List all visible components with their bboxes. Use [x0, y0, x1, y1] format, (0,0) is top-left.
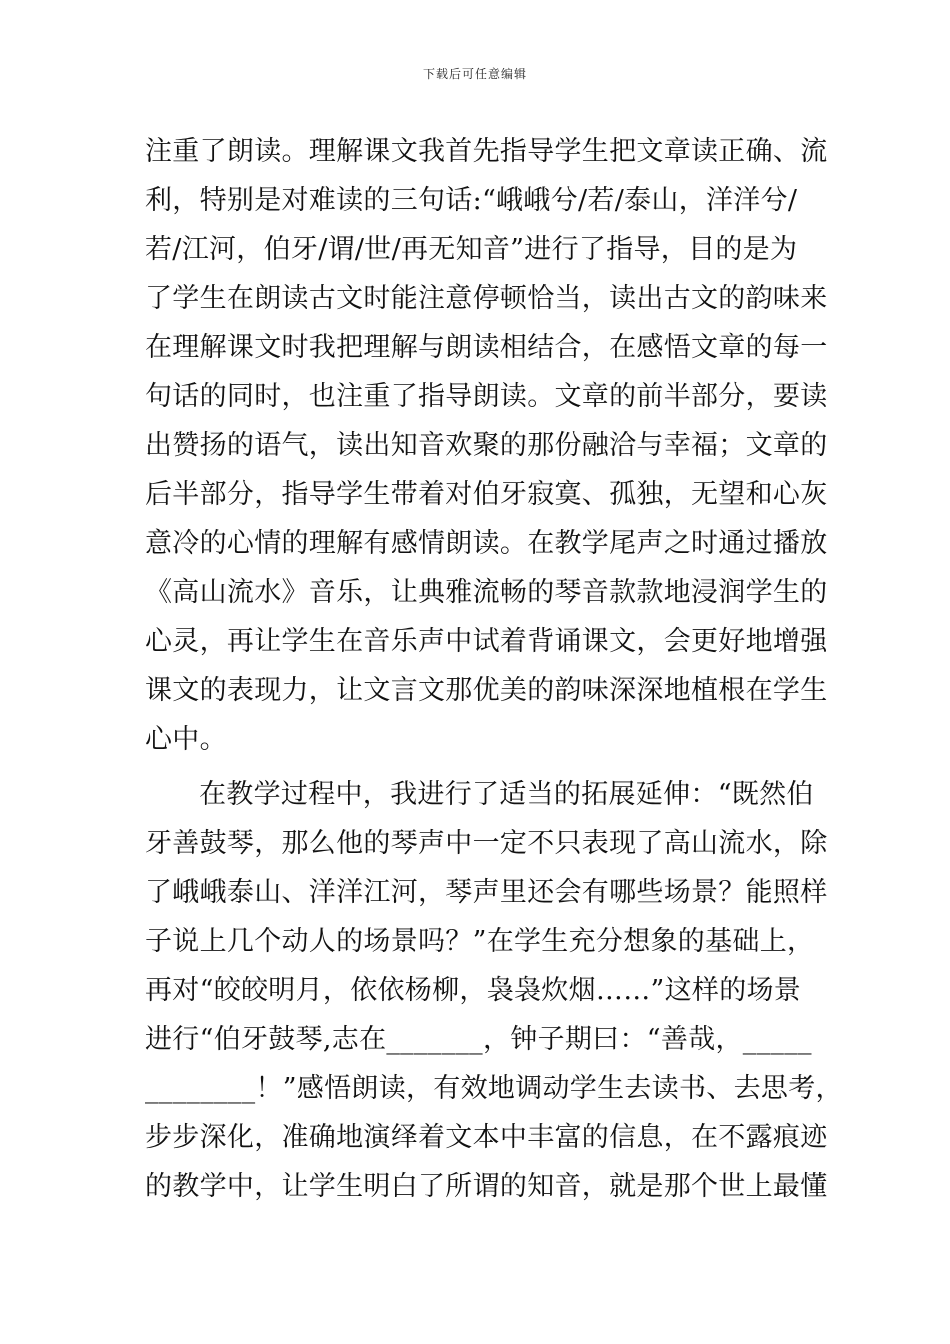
paragraph-line: 牙善鼓琴，那么他的琴声中一定不只表现了高山流水，除 — [145, 828, 828, 859]
paragraph-line: 心灵，再让学生在音乐声中试着背诵课文，会更好地增强 — [145, 626, 828, 657]
paragraph-line: 了学生在朗读古文时能注意停顿恰当，读出古文的韵味来 — [145, 283, 828, 314]
paragraph-line: 利，特别是对难读的三句话:“峨峨兮/若/泰山，洋洋兮/ — [145, 185, 798, 216]
paragraph-line: 子说上几个动人的场景吗？”在学生充分想象的基础上， — [145, 926, 815, 957]
paragraph-line: 出赞扬的语气，读出知音欢聚的那份融洽与幸福；文章的 — [145, 430, 828, 461]
paragraph-line: 的教学中，让学生明白了所谓的知音，就是那个世上最懂 — [145, 1171, 828, 1202]
paragraph-line: 在理解课文时我把理解与朗读相结合，在感悟文章的每一 — [145, 332, 828, 363]
paragraph-line: 步步深化，准确地演绎着文本中丰富的信息，在不露痕迹 — [145, 1122, 828, 1153]
paragraph-line: 注重了朗读。理解课文我首先指导学生把文章读正确、流 — [145, 136, 828, 167]
paragraph-line: 在教学过程中，我进行了适当的拓展延伸：“既然伯 — [199, 779, 814, 810]
paragraph-line: 进行“伯牙鼓琴,志在_______，钟子期曰：“善哉，_____ — [145, 1024, 812, 1055]
paragraph-line: 若/江河，伯牙/谓/世/再无知音”进行了指导，目的是为 — [145, 234, 798, 265]
paragraph-line: 课文的表现力，让文言文那优美的韵味深深地植根在学生 — [145, 675, 828, 706]
paragraph-line: 句话的同时，也注重了指导朗读。文章的前半部分，要读 — [145, 381, 828, 412]
paragraph-line: 再对“皎皎明月，依依杨柳，袅袅炊烟……”这样的场景 — [145, 975, 802, 1006]
page-header: 下载后可任意编辑 — [422, 67, 527, 81]
paragraph-line: 《高山流水》音乐，让典雅流畅的琴音款款地浸润学生的 — [145, 577, 828, 608]
paragraph-line: 心中。 — [145, 724, 227, 755]
paragraph-line: ________！”感悟朗读，有效地调动学生去读书、去思考， — [145, 1073, 843, 1104]
paragraph-line: 后半部分，指导学生带着对伯牙寂寞、孤独，无望和心灰 — [145, 479, 828, 510]
paragraph-line: 意冷的心情的理解有感情朗读。在教学尾声之时通过播放 — [145, 528, 828, 559]
paragraph-line: 了峨峨泰山、洋洋江河，琴声里还会有哪些场景？能照样 — [145, 877, 828, 908]
